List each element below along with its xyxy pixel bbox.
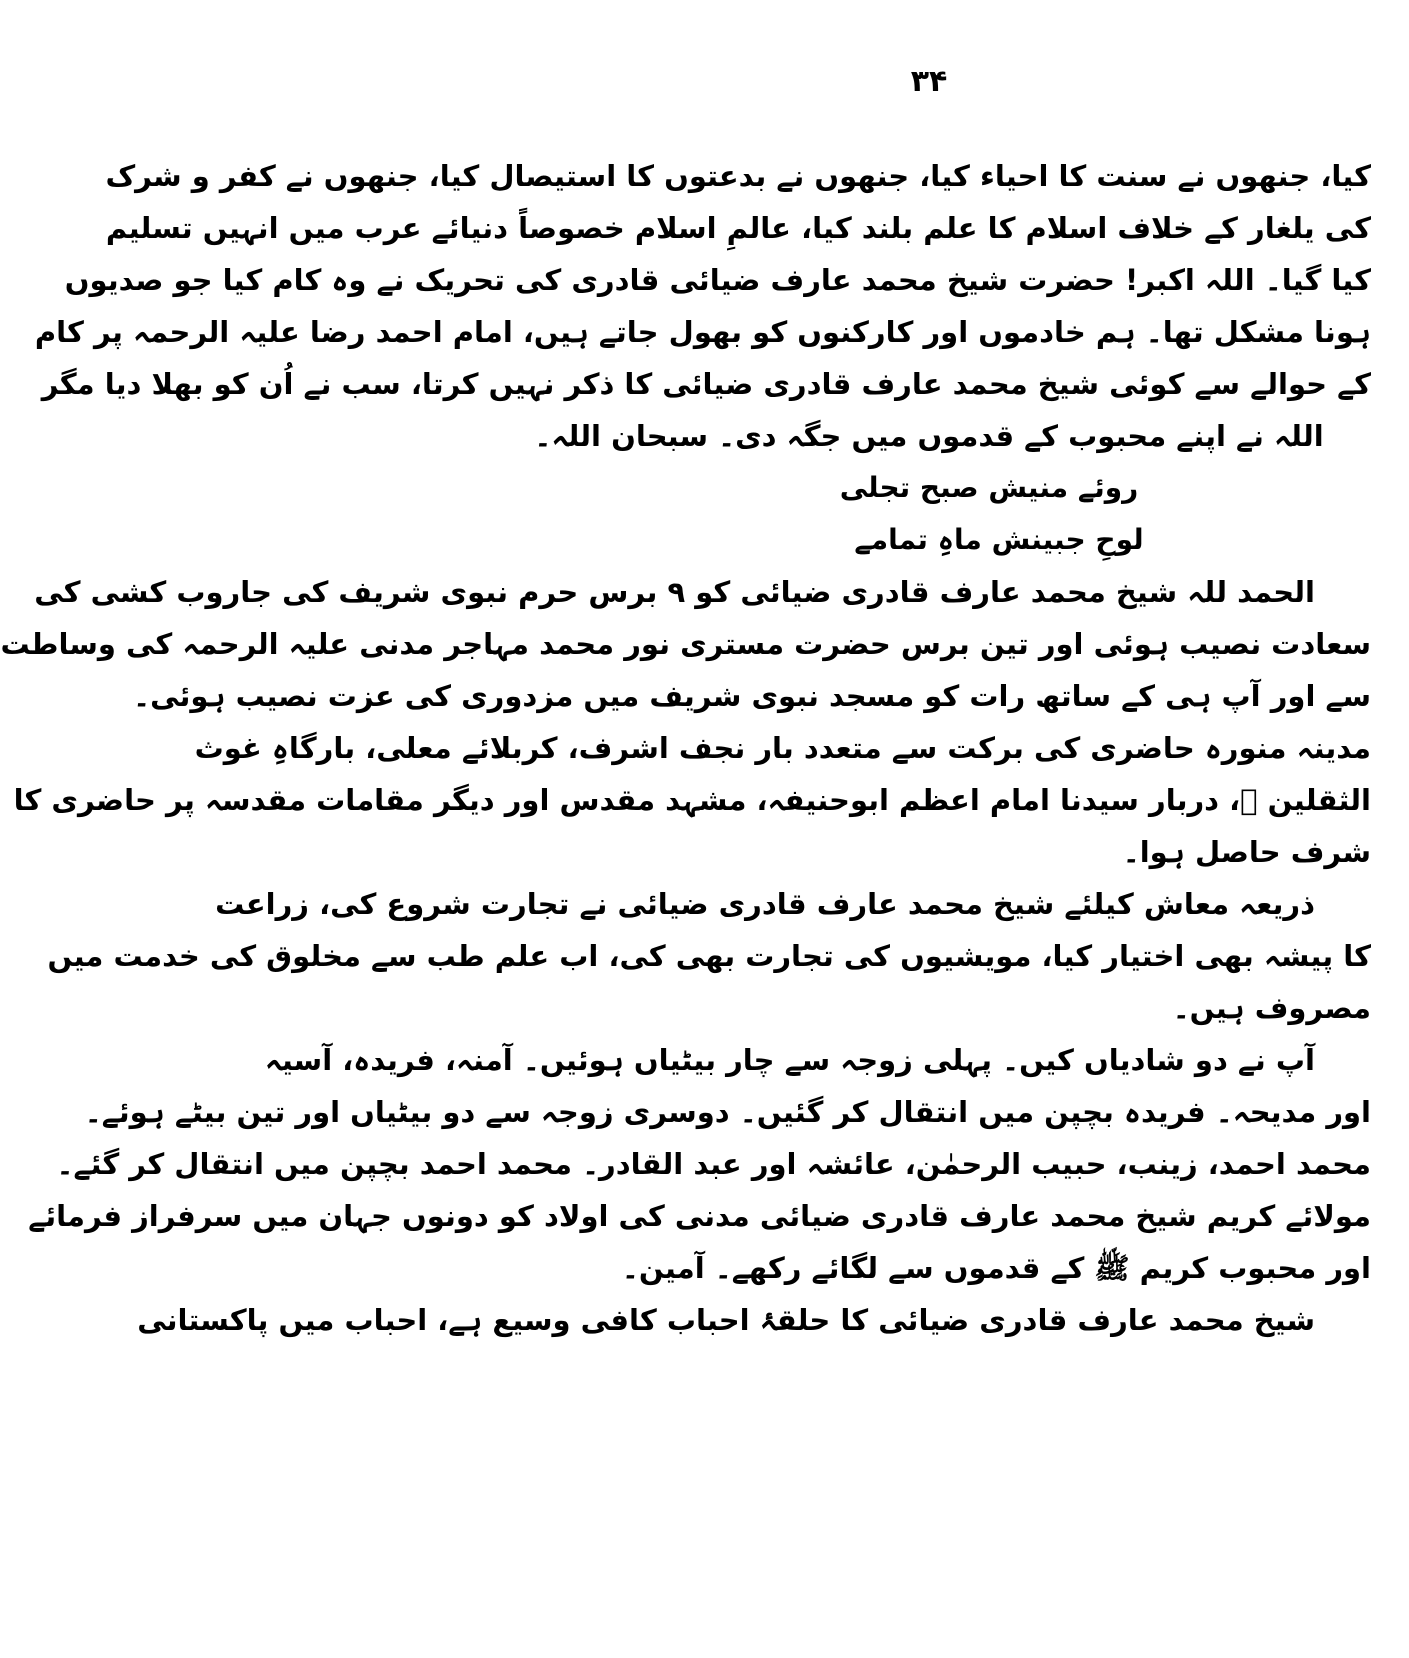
paragraph-4-line-3: محمد احمد، زینب، حبیب الرحمٰن، عائشہ اور عبد القادر۔ محمد احمد بچپن میں انتقال کر گئے۔ <box>56 1147 1371 1181</box>
paragraph-1-line-4: ہونا مشکل تھا۔ ہم خادموں اور کارکنوں کو بھول جاتے ہیں، امام احمد رضا علیہ الرحمہ پر کام <box>34 315 1371 349</box>
paragraph-5-line-1: شیخ محمد عارف قادری ضیائی کا حلقۂ احباب کافی وسیع ہے، احباب میں پاکستانی <box>137 1303 1315 1337</box>
paragraph-4-line-1: آپ نے دو شادیاں کیں۔ پہلی زوجہ سے چار بیٹیاں ہوئیں۔ آمنہ، فریدہ، آسیہ <box>264 1043 1315 1077</box>
paragraph-3-line-2: کا پیشہ بھی اختیار کیا، مویشیوں کی تجارت بھی کی، اب علم طب سے مخلوق کی خدمت میں <box>47 939 1371 973</box>
paragraph-2-line-6: شرف حاصل ہوا۔ <box>1122 835 1371 869</box>
paragraph-2-line-1: الحمد للہ شیخ محمد عارف قادری ضیائی کو ۹ برس حرم نبوی شریف کی جاروب کشی کی <box>34 575 1315 609</box>
verse-line-1: روئے منیش صبح تجلی <box>839 471 1139 504</box>
paragraph-4-line-4: مولائے کریم شیخ محمد عارف قادری ضیائی مدنی کی اولاد کو دونوں جہان میں سرفراز فرمائے <box>28 1199 1371 1233</box>
paragraph-3-line-3: مصروف ہیں۔ <box>1172 991 1371 1025</box>
document-body <box>0 150 1371 1346</box>
paragraph-1-line-2: کی یلغار کے خلاف اسلام کا علم بلند کیا، عالمِ اسلام خصوصاً دنیائے عرب میں انہیں تسلیم <box>105 211 1371 245</box>
paragraph-1-line-3: کیا گیا۔ اللہ اکبر! حضرت شیخ محمد عارف ضیائی قادری کی تحریک نے وہ کام کیا جو صدیوں <box>64 263 1371 297</box>
paragraph-1-line-6: اللہ نے اپنے محبوب کے قدموں میں جگہ دی۔ سبحان اللہ۔ <box>534 419 1324 453</box>
paragraph-2-line-2: سعادت نصیب ہوئی اور تین برس حضرت مستری نور محمد مہاجر مدنی علیہ الرحمہ کی وساطت <box>0 627 1371 661</box>
paragraph-2-line-3: سے اور آپ ہی کے ساتھ رات کو مسجد نبوی شریف میں مزدوری کی عزت نصیب ہوئی۔ <box>133 679 1371 713</box>
paragraph-1-line-5: کے حوالے سے کوئی شیخ محمد عارف قادری ضیائی کا ذکر نہیں کرتا، سب نے اُن کو بھلا دیا مگر <box>41 367 1371 401</box>
paragraph-1-line-1: کیا، جنھوں نے سنت کا احیاء کیا، جنھوں نے بدعتوں کا استیصال کیا، جنھوں نے کفر و شرک <box>105 159 1371 193</box>
paragraph-2-line-4: مدینہ منورہ حاضری کی برکت سے متعدد بار نجف اشرف، کربلائے معلی، بارگاہِ غوث <box>194 731 1371 765</box>
paragraph-2-line-5: الثقلین ﷜، دربار سیدنا امام اعظم ابوحنیفہ، مشہد مقدس اور دیگر مقامات مقدسہ پر حاضری کا <box>13 783 1371 817</box>
page-number: ۳۴ <box>910 64 948 99</box>
paragraph-4-line-5: اور محبوب کریم ﷺ کے قدموں سے لگائے رکھے۔ آمین۔ <box>621 1251 1371 1285</box>
paragraph-4-line-2: اور مدیحہ۔ فریدہ بچپن میں انتقال کر گئیں۔ دوسری زوجہ سے دو بیٹیاں اور تین بیٹے ہوئے۔ <box>84 1095 1371 1129</box>
verse-line-2: لوحِ جبینش ماہِ تمامے <box>854 523 1144 556</box>
paragraph-3-line-1: ذریعہ معاش کیلئے شیخ محمد عارف قادری ضیائی نے تجارت شروع کی، زراعت <box>215 887 1315 921</box>
